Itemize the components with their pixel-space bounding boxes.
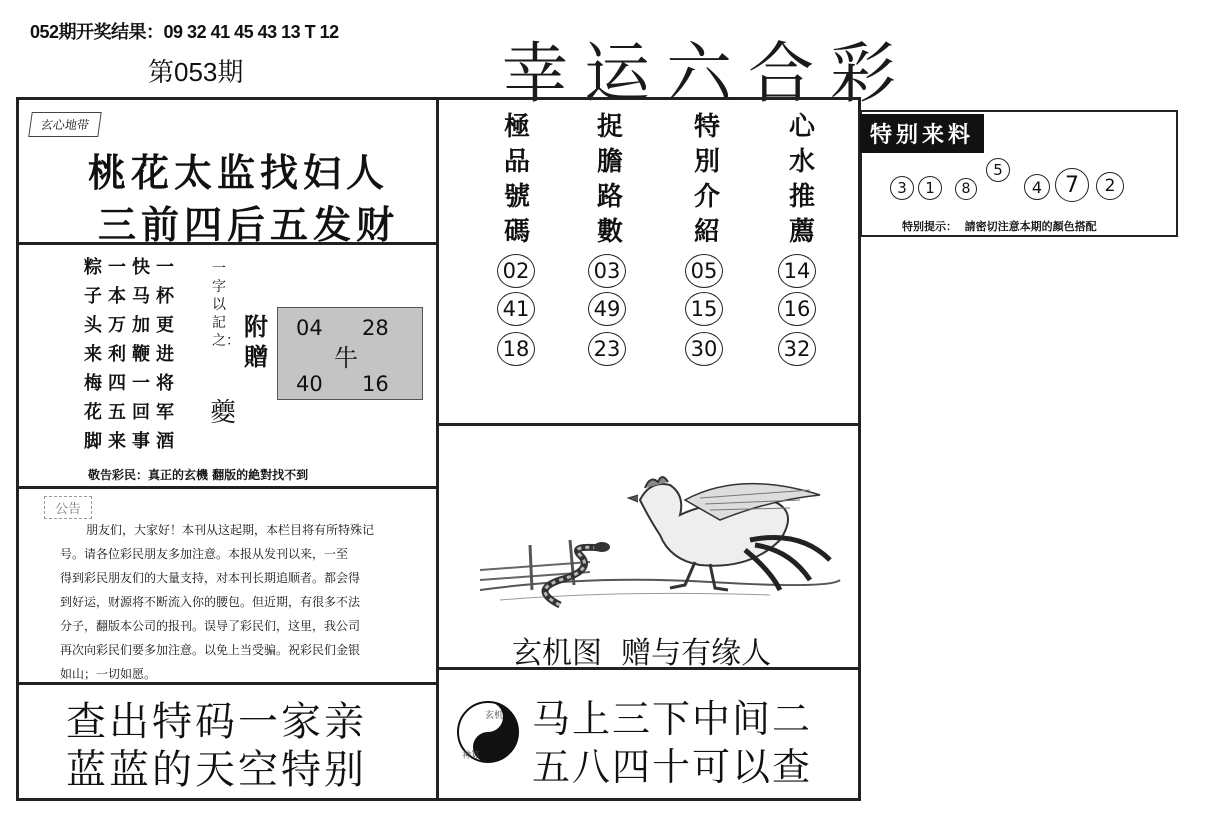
bottom-right-line1: 马上三下中间二: [532, 697, 813, 741]
column-title: 極品號碼: [503, 112, 530, 247]
notice-heading: 公告: [44, 496, 92, 519]
warning-text: 敬告彩民：真正的玄機 翻版的絶對找不到: [88, 468, 309, 482]
special-number: 7: [1055, 168, 1089, 202]
rooster-snake-illustration: [470, 440, 850, 620]
poem-row: 来利鞭进: [84, 344, 180, 365]
number-ball: 15: [685, 292, 723, 326]
bottom-left-line2: 蓝蓝的天空特别: [66, 747, 367, 793]
special-tip: 特别提示： 請密切注意本期的顏色搭配: [902, 220, 1097, 233]
gift-number: 40: [296, 372, 323, 396]
notice-line: 得到彩民朋友们的大量支持，对本刊长期追顺者。都会得: [60, 571, 361, 585]
gift-number: 28: [362, 316, 389, 340]
number-ball: 03: [588, 254, 626, 288]
poem-row: 梅四一将: [84, 373, 180, 394]
number-ball: 49: [588, 292, 626, 326]
gift-number: 04: [296, 316, 323, 340]
column-title: 捉膽路數: [596, 112, 623, 247]
number-ball: 16: [778, 292, 816, 326]
column-title: 心水推薦: [788, 112, 815, 247]
picture-caption: 玄机图 赠与有缘人: [512, 636, 772, 671]
special-number: 8: [955, 178, 977, 200]
yin-yang-label-top: 玄机: [485, 711, 504, 721]
bottom-left-line1: 查出特码一家亲: [66, 699, 367, 745]
left-top-line1: 桃花太监找妇人: [88, 150, 390, 195]
poem-row: 子本马杯: [84, 286, 180, 307]
poem-side-char: 夔: [210, 398, 237, 428]
special-number: 4: [1024, 174, 1050, 200]
notice-line: 分子，翻版本公司的报刊。误导了彩民们，这里，我公司: [60, 619, 361, 633]
gift-label: 附贈: [244, 312, 268, 371]
number-ball: 18: [497, 332, 535, 366]
poem-row: 粽一快一: [84, 257, 180, 278]
special-heading: 特别来料: [860, 114, 984, 153]
page-title: 幸运六合彩: [502, 35, 912, 112]
previous-result: 052期开奖结果：09 32 41 45 43 13 T 12: [30, 22, 339, 42]
notice-line: 如山；一切如愿。: [60, 667, 157, 681]
special-number: 2: [1096, 172, 1124, 200]
number-ball: 23: [588, 332, 626, 366]
column-title: 特別介紹: [693, 112, 720, 247]
number-ball: 02: [497, 254, 535, 288]
gift-number: 16: [362, 372, 389, 396]
special-number: 5: [986, 158, 1010, 182]
notice-line: 再次向彩民们要多加注意。以免上当受骗。祝彩民们金银: [60, 643, 361, 657]
yin-yang-label-bottom: 神算: [462, 751, 481, 761]
special-number: 3: [890, 176, 914, 200]
bottom-right-line2: 五八四十可以查: [532, 745, 813, 789]
number-ball: 30: [685, 332, 723, 366]
poem-row: 头万加更: [84, 315, 180, 336]
number-ball: 05: [685, 254, 723, 288]
issue-number: 第053期: [148, 57, 244, 87]
number-ball: 32: [778, 332, 816, 366]
left-top-line2: 三前四后五发财: [98, 202, 400, 247]
divider-left-2: [16, 486, 438, 489]
poem-side-note: 一字以記之：: [212, 261, 240, 349]
special-number: 1: [918, 176, 942, 200]
poem-row: 脚来事酒: [84, 431, 180, 452]
number-ball: 14: [778, 254, 816, 288]
notice-line: 到好运，财源将不断流入你的腰包。但近期，有很多不法: [60, 595, 361, 609]
poem-row: 花五回军: [84, 402, 180, 423]
section-tag: 玄心地带: [28, 112, 102, 137]
gift-box: [277, 307, 423, 400]
gift-animal: 牛: [334, 344, 358, 372]
notice-line: 朋友们，大家好！本刊从这起期，本栏目将有所特殊记: [86, 523, 375, 537]
number-ball: 41: [497, 292, 535, 326]
notice-line: 号。请各位彩民朋友多加注意。本报从发刊以来，一至: [60, 547, 349, 561]
divider-vertical: [436, 97, 439, 801]
divider-mid-1: [438, 423, 861, 426]
